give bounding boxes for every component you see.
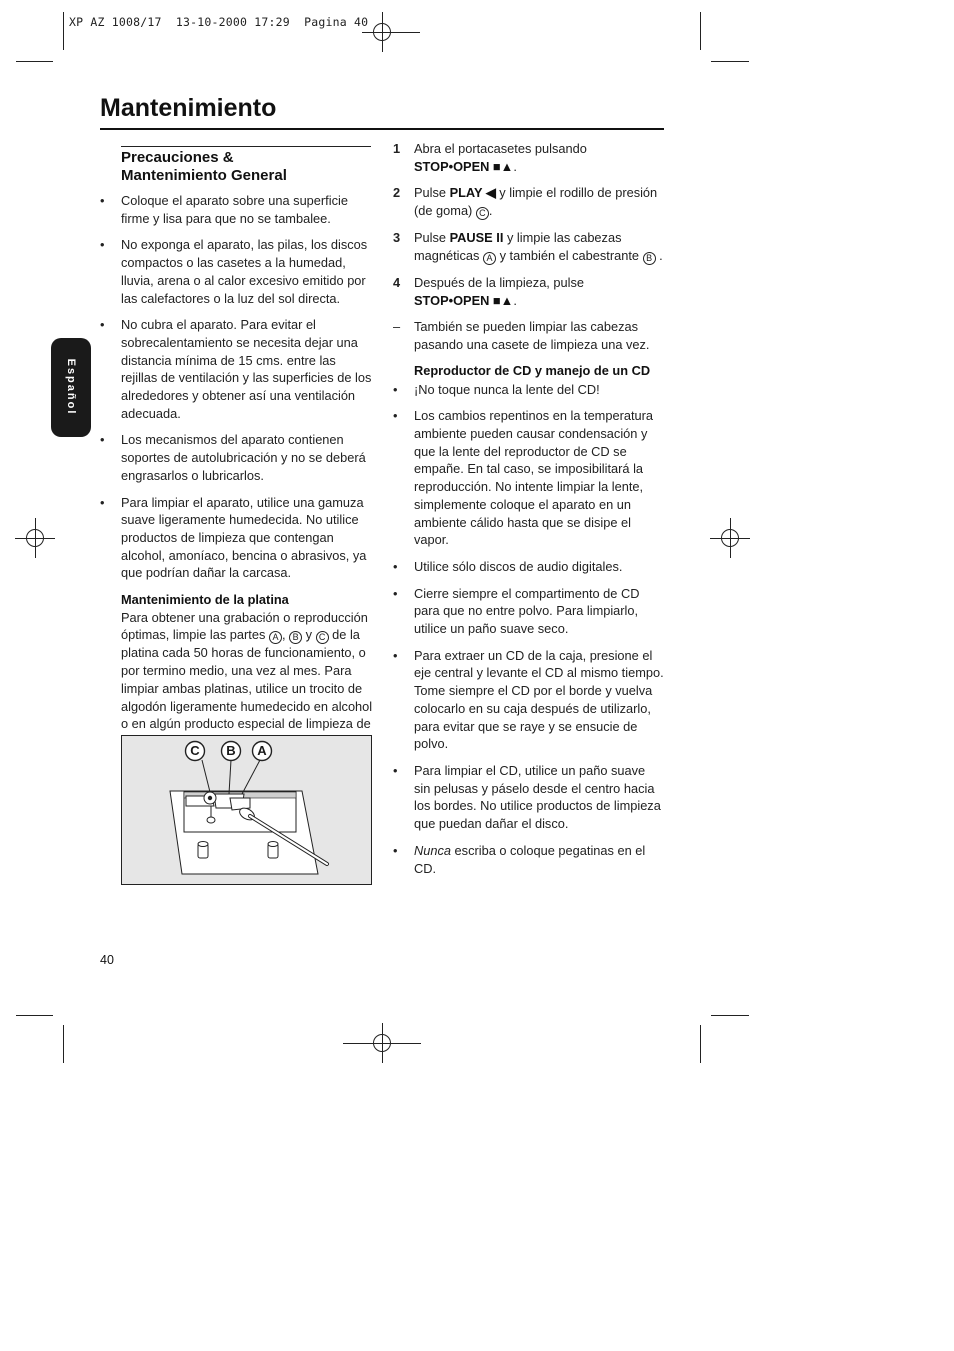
- section-heading: [121, 149, 373, 185]
- button-label-pause: PAUSE II: [449, 230, 504, 246]
- registration-mark-right: [710, 518, 750, 558]
- bullet-mark: •: [100, 494, 105, 510]
- bullet-mark: •: [393, 842, 398, 858]
- language-tab-label: Español: [65, 358, 77, 416]
- crop-mark: [711, 1015, 749, 1016]
- list-item-text: Los cambios repentinos en la temperatura ambiente pueden causar condensación y que la lente del reproductor de CD se empañe. En tal caso, se imposibilitará la reproducción. No intente limpiar la lente, simplemente coloque el aparato en un ambiente cálido hasta que se disipe el vapor.: [414, 408, 654, 548]
- list-item-text: No cubra el aparato. Para evitar el sobrecalentamiento se necesita dejar una distancia mínima de 15 cms. entre las rejillas de ventilación y las superficies de los alrededores y obtener así una ventilación adecuada.: [121, 317, 372, 421]
- cleaning-steps: [393, 140, 665, 309]
- page-title: Mantenimiento: [100, 94, 277, 122]
- step-number: 1: [393, 141, 401, 156]
- bullet-mark: •: [393, 558, 398, 574]
- list-item: [393, 762, 665, 833]
- crop-mark: [16, 1015, 53, 1016]
- list-item-text: No exponga el aparato, las pilas, los discos compactos o las casetes a la humedad, lluvia, arena o al calor excesivo emitido por las calefactores o la luz del sol directa.: [121, 237, 368, 306]
- step-number: 4: [393, 274, 401, 290]
- title-rule: [100, 128, 664, 130]
- button-label-stop-open: STOP•OPEN ■▲: [414, 292, 514, 308]
- left-column: [100, 146, 373, 755]
- precautions-list: [100, 192, 373, 582]
- list-item: [393, 647, 665, 753]
- step-item: 3 Pulse PAUSE II y limpie las cabezas magnéticas A y también el cabestrante B .: [393, 230, 663, 263]
- crop-mark: [711, 61, 749, 62]
- dash-mark: –: [393, 319, 401, 335]
- list-item: [393, 558, 665, 576]
- list-item: [100, 236, 373, 307]
- section-rule: [121, 146, 371, 147]
- callout-b: B: [289, 631, 302, 644]
- list-item: [100, 494, 373, 583]
- list-item: [393, 407, 665, 549]
- step-item: 1 Abra el portacasetes pulsando STOP•OPEN ■▲.: [393, 141, 587, 174]
- crop-mark: [16, 61, 53, 62]
- print-slug: XP AZ 1008/17 13-10-2000 17:29 Pagina 40: [69, 15, 369, 29]
- bullet-mark: •: [100, 237, 105, 253]
- language-tab: [51, 338, 91, 437]
- registration-mark-left: [15, 518, 55, 558]
- cd-list: [393, 381, 665, 878]
- section-heading-line-2: Mantenimiento General: [121, 167, 287, 184]
- list-item: [393, 381, 665, 399]
- figure-label-b: B: [226, 743, 236, 758]
- bullet-mark: •: [100, 193, 105, 208]
- list-item-text: Coloque el aparato sobre una superficie firme y lisa para que no se tambalee.: [121, 193, 348, 226]
- callout-b: B: [643, 252, 656, 265]
- list-item-text: ¡No toque nunca la lente del CD!: [414, 381, 600, 397]
- bullet-mark: •: [393, 647, 398, 663]
- list-item-text: Los mecanismos del aparato contienen soportes de autolubricación y no se deberá engrasarlos o lubricarlos.: [121, 432, 366, 483]
- list-item: [100, 192, 373, 227]
- tape-deck-illustration: [121, 735, 372, 885]
- registration-mark-bottom: [343, 1023, 421, 1063]
- section-heading-line-1: Precauciones &: [121, 149, 234, 166]
- bullet-mark: •: [393, 408, 398, 424]
- list-item: • Nunca escriba o coloque pegatinas en el CD.: [393, 842, 646, 876]
- list-item-text: Utilice sólo discos de audio digitales.: [414, 558, 623, 574]
- list-item-text: Para limpiar el CD, utilice un paño suave sin pelusas y páselo desde el centro hacia los bordes. No utilice productos de limpieza que puedan dañar el disco.: [414, 762, 661, 832]
- note-item: [393, 318, 665, 353]
- crop-mark: [700, 12, 701, 50]
- list-item-text: Cierre siempre el compartimento de CD para que no entre polvo. Para limpiarlo, utilice un paño suave seco.: [414, 585, 640, 637]
- button-label-play: PLAY ◀: [449, 185, 496, 201]
- callout-a: A: [269, 631, 282, 644]
- callout-a: A: [483, 252, 496, 265]
- step-number: 3: [393, 230, 401, 246]
- figure-label-a: A: [257, 743, 267, 758]
- step-number: 2: [393, 185, 401, 201]
- list-item: [100, 316, 373, 422]
- deck-heading: Mantenimiento de la platina: [121, 592, 289, 608]
- crop-mark: [63, 12, 64, 50]
- note-text: También se pueden limpiar las cabezas pasando una casete de limpieza una vez.: [414, 319, 650, 352]
- emphasis-text: Nunca: [414, 842, 451, 858]
- tape-deck-drawing: [122, 736, 371, 884]
- list-item-text: Para extraer un CD de la caja, presione el eje central y levante el CD al mismo tiempo. Tome siempre el CD por el borde y vuelva colocarlo en su caja después de utilizarlo, para evitar que se raye y se ensucie de polvo.: [414, 647, 664, 752]
- note-list: [393, 318, 665, 353]
- page-number: 40: [100, 953, 114, 967]
- registration-mark-top: [362, 12, 402, 52]
- bullet-mark: •: [393, 381, 398, 397]
- list-item: [100, 431, 373, 484]
- right-column: [393, 140, 665, 886]
- list-item-text: Para limpiar el aparato, utilice una gamuza suave ligeramente humedecida. No utilice productos de limpieza que contengan alcohol, amoníaco, bencina o abrasivos, ya que podrían dañar la carcasa.: [121, 494, 367, 581]
- cd-heading: Reproductor de CD y manejo de un CD: [414, 362, 651, 378]
- bullet-mark: •: [393, 585, 398, 601]
- bullet-mark: •: [100, 317, 105, 333]
- bullet-mark: •: [100, 432, 105, 448]
- callout-c: C: [476, 207, 489, 220]
- deck-paragraph: Para obtener una grabación o reproducción óptimas, limpie las partes A , B y C de la platina cada 50 horas de funcionamiento, o por termino medio, una vez al mes. Para limpiar ambas platinas, utilice un trocito de algodón ligeramente humedecido en alcohol o en algún producto especial de limpieza de: [121, 609, 373, 732]
- crop-mark: [700, 1025, 701, 1063]
- bullet-mark: •: [393, 762, 398, 778]
- step-item: 2 Pulse PLAY ◀ y limpie el rodillo de presión (de goma) C .: [393, 185, 658, 219]
- figure-label-c: C: [190, 743, 200, 758]
- callout-c: C: [316, 631, 329, 644]
- button-label-stop-open: STOP•OPEN ■▲: [414, 158, 514, 174]
- list-item: [393, 585, 665, 638]
- crop-mark: [63, 1025, 64, 1063]
- step-item: 4 Después de la limpieza, pulse STOP•OPEN ■▲.: [393, 274, 585, 308]
